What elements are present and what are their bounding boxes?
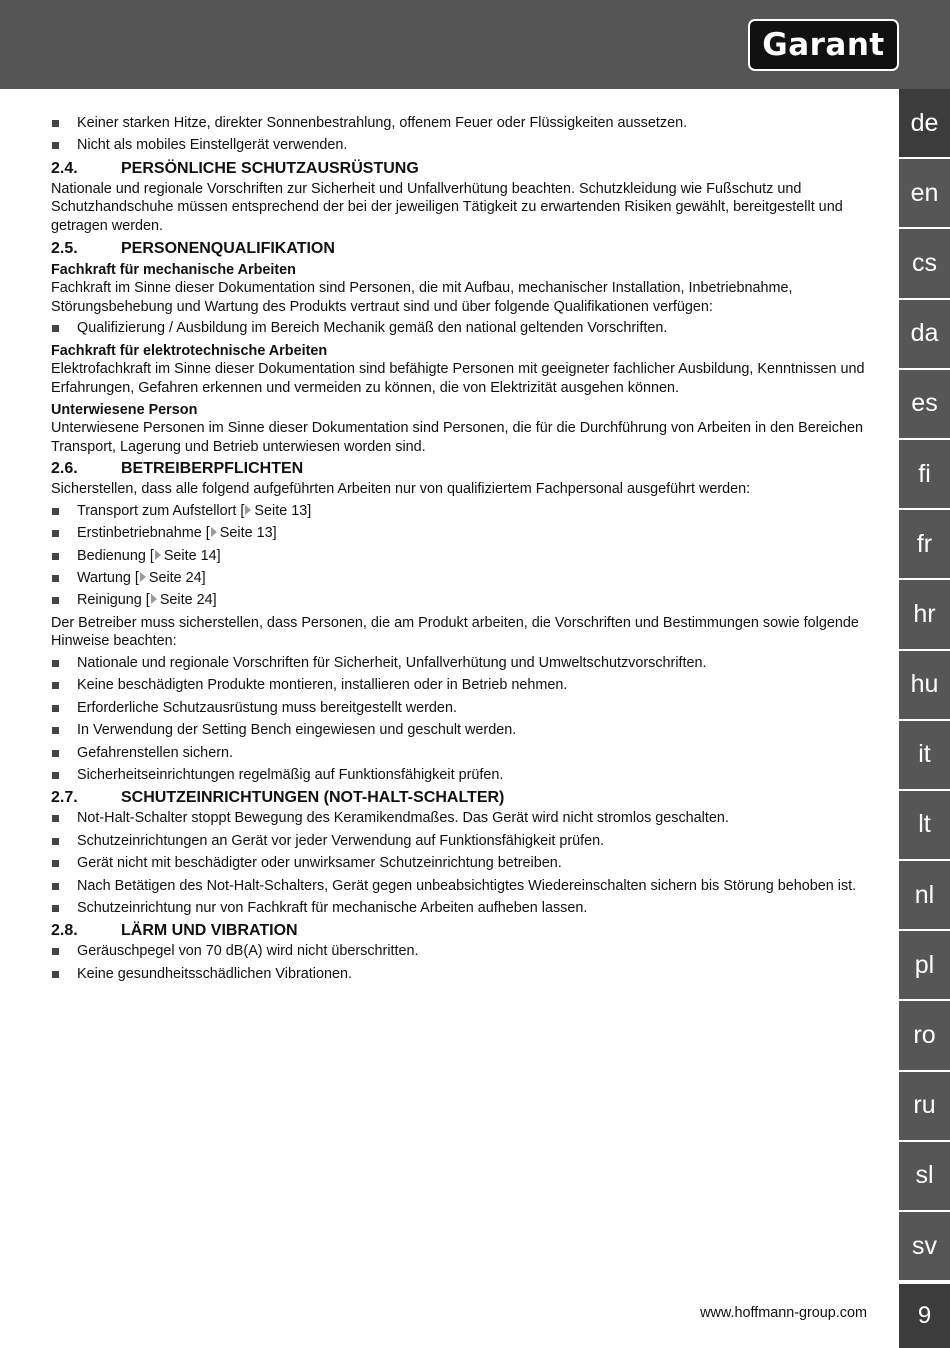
- lang-tab-ro[interactable]: ro: [899, 1001, 950, 1071]
- subheading: Fachkraft für mechanische Arbeiten: [51, 261, 296, 278]
- bullet-square-icon: [52, 860, 59, 867]
- section-heading-2-4: 2.4. PERSÖNLICHE SCHUTZAUSRÜSTUNG: [51, 159, 419, 177]
- list-item: Not-Halt-Schalter stoppt Bewegung des Keramikendmaßes. Das Gerät wird nicht stromlos geschalten.: [51, 809, 869, 828]
- paragraph: Fachkraft im Sinne dieser Dokumentation sind Personen, die mit Aufbau, mechanischer Installation, Inbetriebnahme, Störungsbehebung und Wartung des Produkts vertraut sind und über folgende Qualifikationen verfügen:: [51, 280, 793, 315]
- arrow-right-icon: [211, 527, 217, 537]
- lang-tab-lt[interactable]: lt: [899, 791, 950, 861]
- list-item: Bedienung [ Seite 14]: [51, 547, 869, 566]
- bullet-square-icon: [52, 727, 59, 734]
- list-item: Sicherheitseinrichtungen regelmäßig auf Funktionsfähigkeit prüfen.: [51, 766, 869, 785]
- list-item: Wartung [ Seite 24]: [51, 569, 869, 588]
- arrow-right-icon: [155, 550, 161, 560]
- list-item: Geräuschpegel von 70 dB(A) wird nicht überschritten.: [51, 942, 869, 961]
- section-heading-2-5: 2.5. PERSONENQUALIFIKATION: [51, 239, 335, 257]
- lang-tab-da[interactable]: da: [899, 300, 950, 370]
- garant-logo[interactable]: Garant: [748, 19, 899, 71]
- lang-tab-sl[interactable]: sl: [899, 1142, 950, 1212]
- list-item: Schutzeinrichtungen an Gerät vor jeder Verwendung auf Funktionsfähigkeit prüfen.: [51, 832, 869, 851]
- bullet-square-icon: [52, 905, 59, 912]
- section-heading-2-7: 2.7. SCHUTZEINRICHTUNGEN (NOT-HALT-SCHALTER): [51, 789, 505, 807]
- section-heading-2-6: 2.6. BETREIBERPFLICHTEN: [51, 460, 304, 478]
- list-item: Nationale und regionale Vorschriften für Sicherheit, Unfallverhütung und Umweltschutzvorschriften.: [51, 654, 869, 673]
- lang-tab-de[interactable]: de: [899, 89, 950, 159]
- list-item: Transport zum Aufstellort [ Seite 13]: [51, 502, 869, 521]
- lang-tab-hr[interactable]: hr: [899, 580, 950, 650]
- bullet-square-icon: [52, 508, 59, 515]
- paragraph: Nationale und regionale Vorschriften zur Sicherheit und Unfallverhütung beachten. Schutzkleidung wie Fußschutz und Schutzhandschuhe müssen entsprechend der bei der jeweiligen Tätigkeit zu erwartenden Risiken gewählt, bereitgestellt und getragen werden.: [51, 180, 843, 234]
- bullet-square-icon: [52, 948, 59, 955]
- list-item: Nach Betätigen des Not-Halt-Schalters, Gerät gegen unbeabsichtigtes Wiedereinschalten sichern bis Störung behoben ist.: [51, 877, 869, 896]
- list-item: Keine beschädigten Produkte montieren, installieren oder in Betrieb nehmen.: [51, 676, 869, 695]
- list-item: Keine gesundheitsschädlichen Vibrationen.: [51, 965, 869, 984]
- section-heading-2-8: 2.8. LÄRM UND VIBRATION: [51, 922, 298, 940]
- paragraph: Elektrofachkraft im Sinne dieser Dokumentation sind befähigte Personen mit geeigneter fachlicher Ausbildung, Kenntnissen und Erfahrungen, Gefahren erkennen und vermeiden zu können, die von Elektrizität ausgehen können.: [51, 361, 865, 396]
- list-item: In Verwendung der Setting Bench eingewiesen und geschult werden.: [51, 721, 869, 740]
- list-item: Keiner starken Hitze, direkter Sonnenbestrahlung, offenem Feuer oder Flüssigkeiten aussetzen.: [51, 114, 869, 133]
- bullet-square-icon: [52, 575, 59, 582]
- arrow-right-icon: [245, 505, 251, 515]
- bullet-square-icon: [52, 971, 59, 978]
- bullet-square-icon: [52, 883, 59, 890]
- lang-tab-nl[interactable]: nl: [899, 861, 950, 931]
- bullet-square-icon: [52, 530, 59, 537]
- bullet-square-icon: [52, 142, 59, 149]
- page-reference-link[interactable]: Seite 24]: [139, 570, 206, 586]
- bullet-square-icon: [52, 705, 59, 712]
- list-item: Erstinbetriebnahme [ Seite 13]: [51, 524, 869, 543]
- paragraph: Der Betreiber muss sicherstellen, dass Personen, die am Produkt arbeiten, die Vorschriften und Bestimmungen sowie folgende Hinweise beachten:: [51, 614, 859, 650]
- lang-tab-it[interactable]: it: [899, 721, 950, 791]
- page-reference-link[interactable]: Seite 14]: [154, 548, 221, 564]
- page-number: 9: [899, 1284, 950, 1348]
- bullet-square-icon: [52, 838, 59, 845]
- lang-tab-sv[interactable]: sv: [899, 1212, 950, 1282]
- bullet-square-icon: [52, 682, 59, 689]
- lang-tab-cs[interactable]: cs: [899, 229, 950, 299]
- arrow-right-icon: [151, 594, 157, 604]
- bullet-square-icon: [52, 772, 59, 779]
- page-reference-link[interactable]: Seite 13]: [210, 525, 277, 541]
- list-item: Nicht als mobiles Einstellgerät verwenden.: [51, 136, 869, 155]
- list-item: Schutzeinrichtung nur von Fachkraft für mechanische Arbeiten aufheben lassen.: [51, 899, 869, 918]
- lang-tab-pl[interactable]: pl: [899, 931, 950, 1001]
- subheading: Unterwiesene Person: [51, 401, 198, 418]
- document-content: [51, 114, 869, 987]
- page-reference-link[interactable]: Seite 24]: [150, 592, 217, 608]
- lang-tab-es[interactable]: es: [899, 370, 950, 440]
- bullet-square-icon: [52, 597, 59, 604]
- bullet-square-icon: [52, 660, 59, 667]
- paragraph: Unterwiesene Personen im Sinne dieser Dokumentation sind Personen, die für die Durchführung von Arbeiten in den Bereichen Transport, Lagerung und Betrieb unterwiesen worden sind.: [51, 420, 863, 455]
- lang-tab-en[interactable]: en: [899, 159, 950, 229]
- subheading: Fachkraft für elektrotechnische Arbeiten: [51, 342, 328, 359]
- lang-tab-ru[interactable]: ru: [899, 1072, 950, 1142]
- arrow-right-icon: [140, 572, 146, 582]
- lang-tab-fi[interactable]: fi: [899, 440, 950, 510]
- language-tabs: [899, 89, 950, 1282]
- footer-website-link[interactable]: www.hoffmann-group.com: [700, 1305, 867, 1321]
- lang-tab-fr[interactable]: fr: [899, 510, 950, 580]
- paragraph: Sicherstellen, dass alle folgend aufgeführten Arbeiten nur von qualifiziertem Fachpersonal ausgeführt werden:: [51, 481, 751, 498]
- list-item: Gefahrenstellen sichern.: [51, 744, 869, 763]
- list-item: Reinigung [ Seite 24]: [51, 591, 869, 610]
- lang-tab-hu[interactable]: hu: [899, 651, 950, 721]
- list-item: Gerät nicht mit beschädigter oder unwirksamer Schutzeinrichtung betreiben.: [51, 854, 869, 873]
- list-item: Qualifizierung / Ausbildung im Bereich Mechanik gemäß den national geltenden Vorschriften.: [51, 319, 869, 338]
- page-reference-link[interactable]: Seite 13]: [244, 503, 311, 519]
- bullet-square-icon: [52, 553, 59, 560]
- bullet-square-icon: [52, 325, 59, 332]
- page-header: [0, 0, 950, 89]
- list-item: Erforderliche Schutzausrüstung muss bereitgestellt werden.: [51, 699, 869, 718]
- bullet-square-icon: [52, 815, 59, 822]
- bullet-square-icon: [52, 750, 59, 757]
- bullet-square-icon: [52, 120, 59, 127]
